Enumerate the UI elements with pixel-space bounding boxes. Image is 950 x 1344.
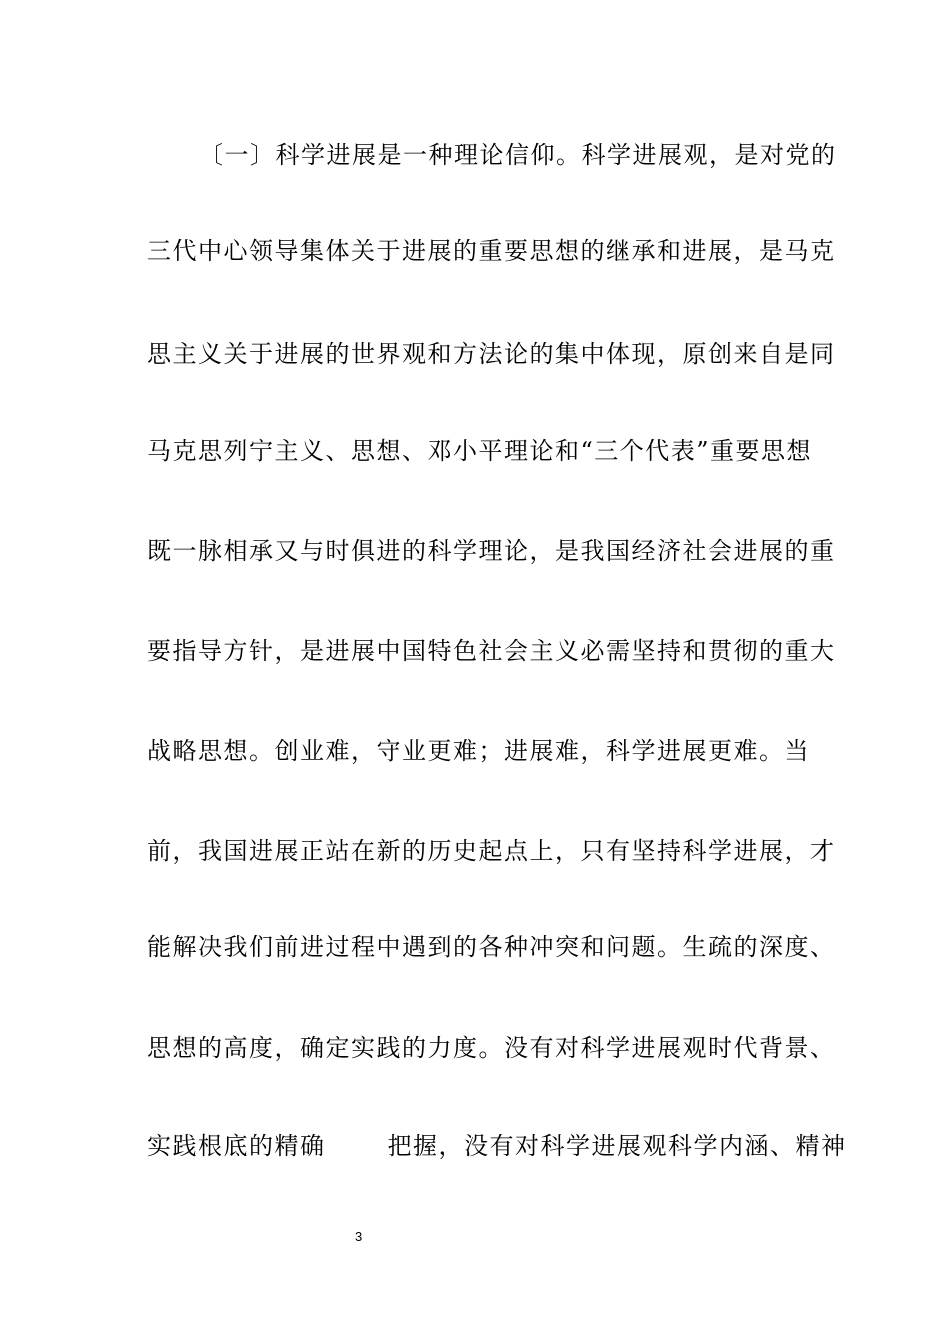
- paragraph-line-10: 思想的高度，确定实践的力度。没有对科学进展观时代背景、: [147, 1034, 836, 1062]
- paragraph-line-7: 战略思想。创业难，守业更难；进展难，科学进展更难。当: [147, 737, 810, 765]
- paragraph-line-2: 三代中心领导集体关于进展的重要思想的继承和进展，是马克: [147, 237, 836, 265]
- paragraph-line-9: 能解决我们前进过程中遇到的各种冲突和问题。生疏的深度、: [147, 933, 836, 961]
- paragraph-line-8: 前，我国进展正站在新的历史起点上，只有坚持科学进展，才: [147, 837, 836, 865]
- paragraph-line-11: [147, 1131, 847, 1161]
- paragraph-line-3: 思主义关于进展的世界观和方法论的集中体现，原创来自是同: [147, 340, 836, 368]
- paragraph-line-1: 〔一〕科学进展是一种理论信仰。科学进展观，是对党的: [199, 141, 837, 169]
- paragraph-line-11-part1: 实践根底的精确: [147, 1132, 326, 1160]
- page-number: 3: [355, 1229, 363, 1244]
- paragraph-line-6: 要指导方针，是进展中国特色社会主义必需坚持和贯彻的重大: [147, 637, 836, 665]
- paragraph-line-4: 马克思列宁主义、思想、邓小平理论和“三个代表”重要思想: [147, 437, 813, 465]
- paragraph-line-5: 既一脉相承又与时俱进的科学理论，是我国经济社会进展的重: [147, 537, 836, 565]
- paragraph-line-11-part2: 把握，没有对科学进展观科学内涵、精神: [387, 1132, 847, 1160]
